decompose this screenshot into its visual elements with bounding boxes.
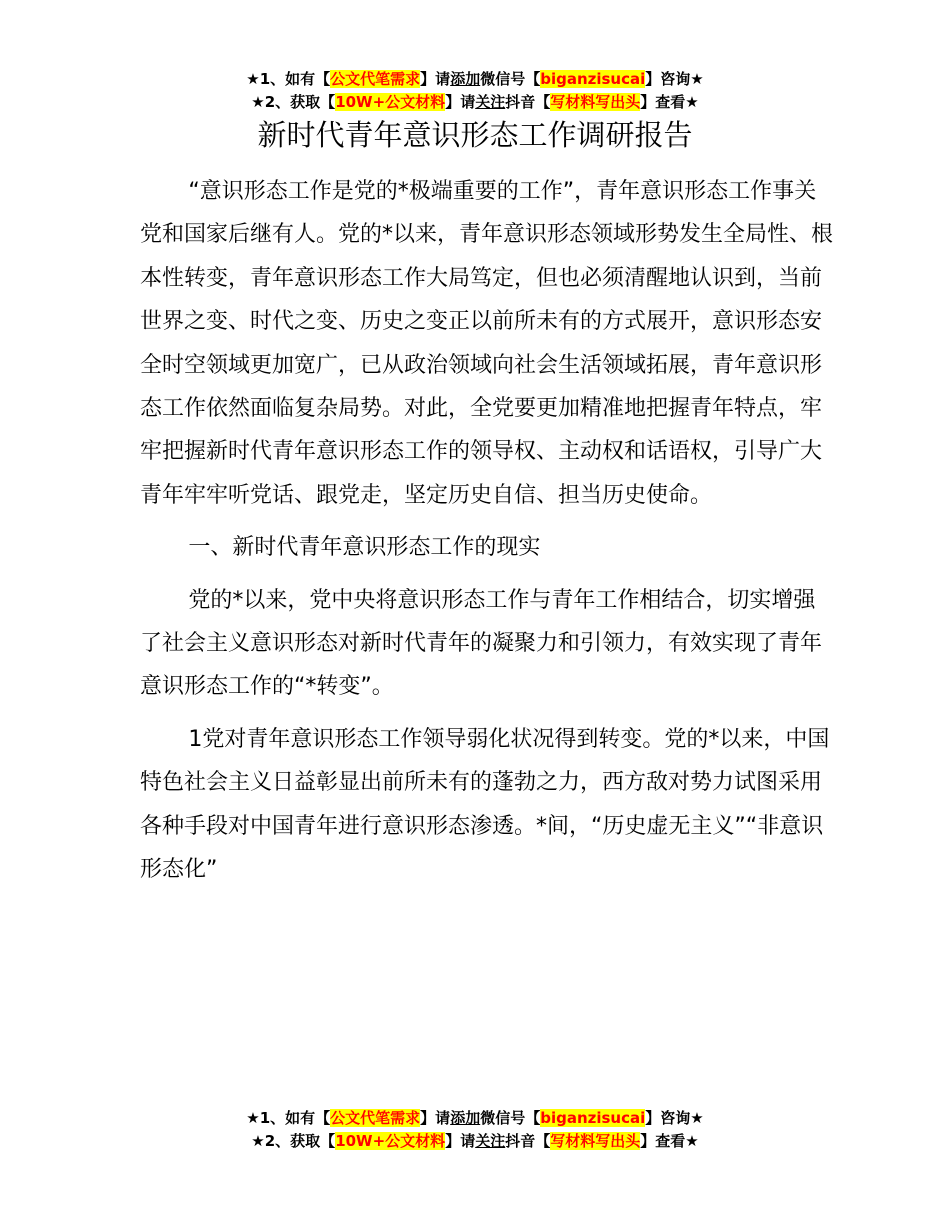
banner-text: 】请	[445, 93, 476, 111]
banner-text: 关注	[475, 93, 506, 111]
banner-line-2	[0, 91, 950, 114]
banner-text: 抖音【	[505, 1132, 551, 1150]
banner-highlight: 写材料写出头	[550, 93, 641, 111]
banner-text: 】咨询★	[645, 1109, 704, 1127]
banner-text: 添加	[450, 1109, 481, 1127]
banner-text: 关注	[475, 1132, 506, 1150]
banner-highlight: biganzisucai	[540, 70, 646, 88]
banner-text: 】请	[420, 70, 451, 88]
banner-text: 微信号【	[480, 70, 541, 88]
banner-text: 抖音【	[505, 93, 551, 111]
banner-text: 】查看★	[640, 1132, 699, 1150]
banner-text: ★1、如有【	[246, 1109, 331, 1127]
document-title: 新时代青年意识形态工作调研报告	[257, 118, 693, 152]
banner-line-1	[0, 1107, 950, 1130]
banner-text: 】请	[420, 1109, 451, 1127]
banner-text: 】请	[445, 1132, 476, 1150]
footer-banner	[0, 1107, 950, 1153]
banner-highlight: 公文代笔需求	[330, 70, 421, 88]
banner-line-2	[0, 1130, 950, 1153]
banner-line-1	[0, 68, 950, 91]
banner-text: 微信号【	[480, 1109, 541, 1127]
banner-highlight: 10W+公文材料	[335, 1132, 446, 1150]
paragraph-section-1: 党的*以来，党中央将意识形态工作与青年工作相结合，切实增强了社会主义意识形态对新时代青年的凝聚力和引领力，有效实现了青年意识形态工作的“*转变”。	[140, 587, 823, 700]
banner-highlight: 10W+公文材料	[335, 93, 446, 111]
banner-highlight: biganzisucai	[540, 1109, 646, 1127]
banner-text: ★2、获取【	[251, 93, 336, 111]
section-heading: 一、新时代青年意识形态工作的现实	[188, 535, 541, 561]
banner-text: 】查看★	[640, 93, 699, 111]
paragraph-subsection-1: 1党对青年意识形态工作领导弱化状况得到转变。党的*以来，中国特色社会主义日益彰显出前所未有的蓬勃之力，西方敌对势力试图采用各种手段对中国青年进行意识形态渗透。*间，“历史虚无主义”“非意识形态化”	[140, 726, 830, 883]
banner-highlight: 写材料写出头	[550, 1132, 641, 1150]
header-banner	[0, 68, 950, 114]
document-body	[140, 170, 835, 901]
banner-text: 添加	[450, 70, 481, 88]
banner-text: ★2、获取【	[251, 1132, 336, 1150]
banner-text: 】咨询★	[645, 70, 704, 88]
banner-text: ★1、如有【	[246, 70, 331, 88]
paragraph-intro: “意识形态工作是党的*极端重要的工作”，青年意识形态工作事关党和国家后继有人。党的*以来，青年意识形态领域形势发生全局性、根本性转变，青年意识形态工作大局笃定，但也必须清醒地认识到，当前世界之变、时代之变、历史之变正以前所未有的方式展开，意识形态安全时空领域更加宽广，已从政治领域向社会生活领域拓展，青年意识形态工作依然面临复杂局势。对此，全党要更加精准地把握青年特点，牢牢把握新时代青年意识形态工作的领导权、主动权和话语权，引导广大青年牢牢听党话、跟党走，坚定历史自信、担当历史使命。	[140, 179, 834, 508]
banner-highlight: 公文代笔需求	[330, 1109, 421, 1127]
